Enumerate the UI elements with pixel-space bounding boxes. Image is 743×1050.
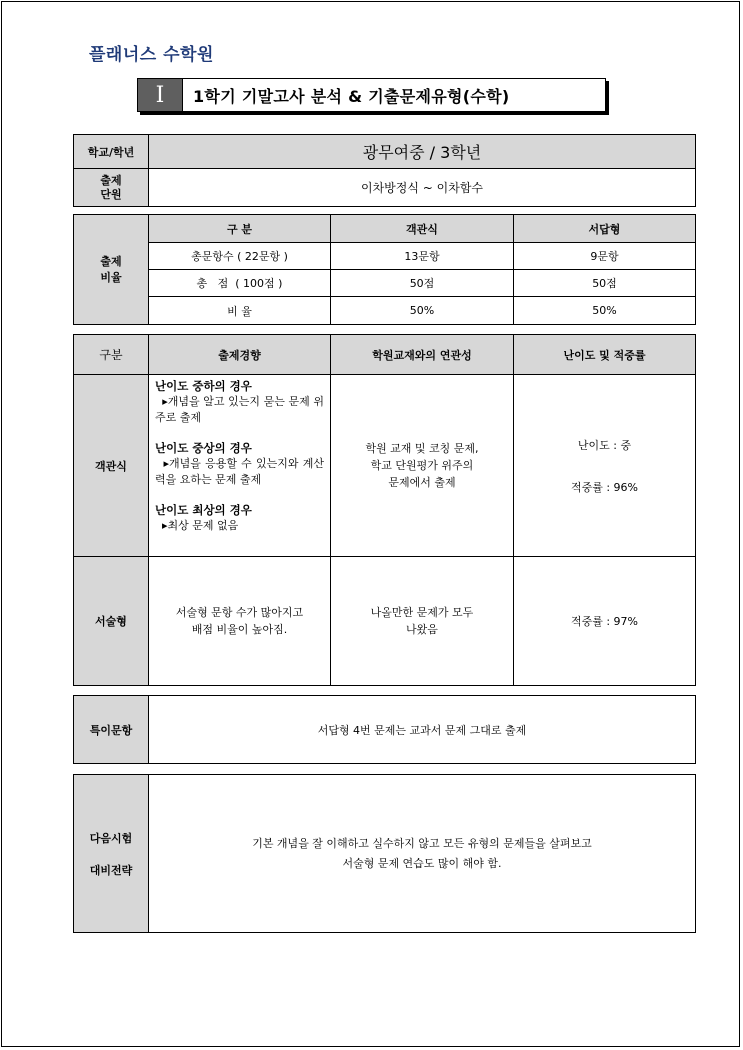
school-label: 학교/학년 [74,135,149,169]
special-table [73,695,696,764]
ratio-header-descriptive: 서답형 [514,215,696,243]
ratio-label: 출제 비율 [74,215,149,325]
ratio-header-category: 구 분 [149,215,331,243]
descriptive-label: 서술형 [74,557,149,686]
strategy-label [74,775,149,933]
analysis-table [73,334,696,686]
unit-label: 출제 단원 [74,169,149,207]
descriptive-trend: 서술형 문항 수가 많아지고 배점 비율이 높아짐. [149,557,331,686]
trend-body: ▸최상 문제 없음 [155,519,239,532]
ratio-cell: 50% [514,297,696,325]
objective-accuracy: 적중률 : 96% [570,480,639,494]
trend-title: 난이도 중상의 경우 [155,441,252,455]
objective-difficulty: 난이도 : 중 [577,438,632,452]
trend-body: ▸개념을 알고 있는지 묻는 문제 위주로 출제 [155,395,324,424]
ratio-cell: 50점 [514,270,696,297]
school-unit-table [73,134,696,207]
ratio-table [73,214,696,325]
title-number: I [138,79,183,111]
ratio-row-label: 총 점 ( 100점 ) [149,270,331,297]
ratio-cell: 50점 [331,270,514,297]
special-label: 특이문항 [74,696,149,764]
ratio-header-objective: 객관식 [331,215,514,243]
descriptive-relation: 나올만한 문제가 모두 나왔음 [331,557,514,686]
ratio-cell: 50% [331,297,514,325]
analysis-header-difficulty: 난이도 및 적중률 [514,335,696,375]
unit-value: 이차방정식 ~ 이차함수 [149,169,696,207]
objective-difficulty-cell [514,375,696,557]
trend-title: 난이도 최상의 경우 [155,503,252,517]
analysis-header-category: 구분 [74,335,149,375]
analysis-header-relation: 학원교재와의 연관성 [331,335,514,375]
strategy-label-line1: 다음시험 [89,831,133,845]
objective-relation: 학원 교재 및 코칭 문제, 학교 단원평가 위주의 문제에서 출제 [331,375,514,557]
objective-trend-cell [149,375,331,557]
analysis-header-trend: 출제경향 [149,335,331,375]
strategy-table [73,774,696,933]
ratio-row-label: 비 율 [149,297,331,325]
strategy-label-line2: 대비전략 [89,863,133,877]
ratio-row-label: 총문항수 ( 22문항 ) [149,243,331,270]
objective-label: 객관식 [74,375,149,557]
title-box [137,78,606,112]
brand-name: 플래너스 수학원 [89,45,214,65]
ratio-cell: 9문항 [514,243,696,270]
strategy-text: 기본 개념을 잘 이해하고 실수하지 않고 모든 유형의 문제들을 살펴보고 서술형 문제 연습도 많이 해야 함. [149,775,696,933]
title-text: 1학기 기말고사 분석 & 기출문제유형(수학) [193,86,510,106]
ratio-cell: 13문항 [331,243,514,270]
school-value: 광무여중 / 3학년 [149,135,696,169]
descriptive-accuracy: 적중률 : 97% [514,557,696,686]
trend-title: 난이도 중하의 경우 [155,379,252,393]
trend-body: ▸개념을 응용할 수 있는지와 계산력을 요하는 문제 출제 [155,457,324,486]
special-value: 서답형 4번 문제는 교과서 문제 그대로 출제 [149,696,696,764]
